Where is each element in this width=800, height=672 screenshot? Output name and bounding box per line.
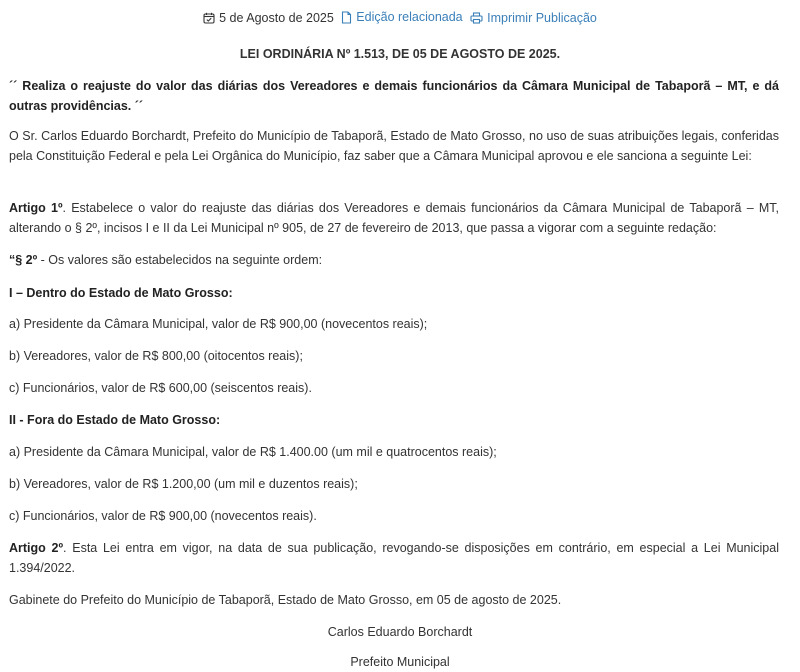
publication-date-text: 5 de Agosto de 2025 [219,10,334,25]
article-2 [9,538,779,578]
section-2-title: II - Fora do Estado de Mato Grosso: [9,413,221,427]
print-publication-link[interactable] [470,9,597,27]
document-icon [341,11,352,24]
article-2-label: Artigo 2º [9,541,64,555]
closing-line: Gabinete do Prefeito do Município de Tabaporã, Estado de Mato Grosso, em 05 de agosto de 2025. [9,593,562,607]
section-1-item-c: c) Funcionários, valor de R$ 600,00 (seiscentos reais). [9,381,312,395]
print-publication-label: Imprimir Publicação [487,10,597,25]
related-edition-label: Edição relacionada [356,10,463,24]
signature-name: Carlos Eduardo Borchardt [327,625,473,639]
section-2-item-c: c) Funcionários, valor de R$ 900,00 (novecentos reais). [9,509,317,523]
related-edition-link[interactable] [341,8,462,26]
calendar-icon [203,12,215,24]
section-1-item-b: b) Vereadores, valor de R$ 800,00 (oitocentos reais); [9,349,303,363]
law-preamble: O Sr. Carlos Eduardo Borchardt, Prefeito do Município de Tabaporã, Estado de Mato Grosso, no uso de suas atribuições legais, conferidas pela Constituição Federal e pela Lei Orgânica do Município, faz saber que a Câmara Municipal aprovou e ele sanciona a seguinte Lei: [9,129,779,163]
paragraph-2-label: “§ 2º [9,253,38,267]
section-2-item-b: b) Vereadores, valor de R$ 1.200,00 (um mil e duzentos reais); [9,477,358,491]
paragraph-2 [9,250,779,270]
signature-role: Prefeito Municipal [350,655,450,669]
article-1 [9,198,779,238]
publication-meta-bar [0,8,800,29]
section-1-item-a: a) Presidente da Câmara Municipal, valor de R$ 900,00 (novecentos reais); [9,317,428,331]
printer-icon [470,12,483,24]
law-title: LEI ORDINÁRIA Nº 1.513, DE 05 DE AGOSTO DE 2025. [239,47,561,61]
article-2-text: . Esta Lei entra em vigor, na data de sua publicação, revogando-se disposições em contrário, em especial a Lei Municipal 1.394/2022. [9,541,779,575]
publication-date [203,9,334,27]
article-1-label: Artigo 1º [9,201,63,215]
article-1-text: . Estabelece o valor do reajuste das diárias dos Vereadores e demais funcionários da Câmara Municipal de Tabaporã – MT, alterando o § 2º, incisos I e II da Lei Municipal nº 905, de 27 de fevereiro de 2013, que passa a vigorar com a seguinte redação: [9,201,779,235]
section-1-title: I – Dentro do Estado de Mato Grosso: [9,286,233,300]
law-ementa: ´´ Realiza o reajuste do valor das diárias dos Vereadores e demais funcionários da Câmara Municipal de Tabaporã – MT, e dá outras providências. ´´ [9,79,779,113]
paragraph-2-text: - Os valores são estabelecidos na seguinte ordem: [37,253,323,267]
section-2-item-a: a) Presidente da Câmara Municipal, valor de R$ 1.400.00 (um mil e quatrocentos reais); [9,445,497,459]
